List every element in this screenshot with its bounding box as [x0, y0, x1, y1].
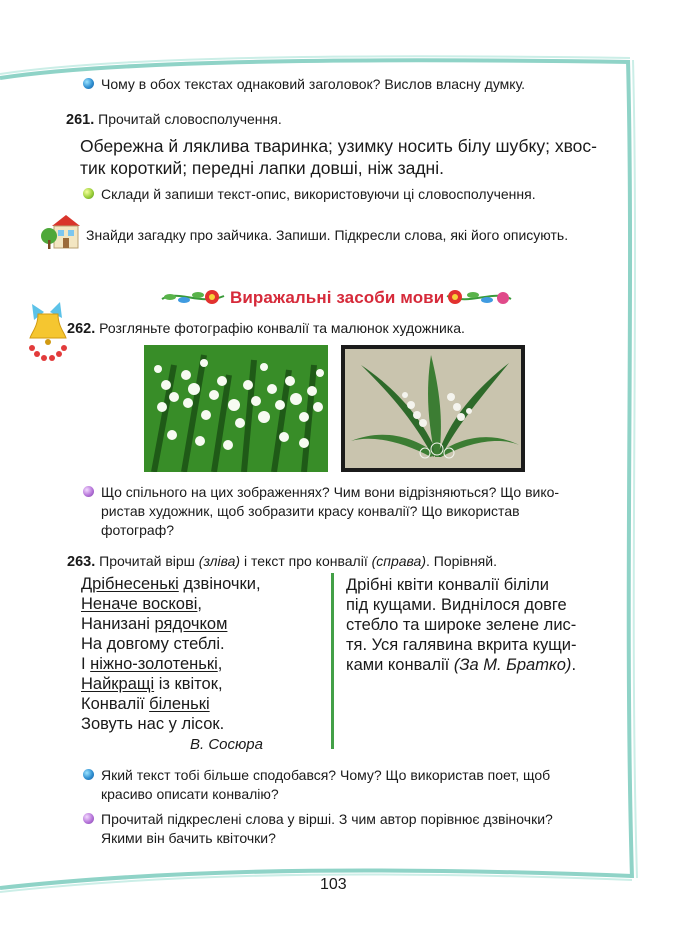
- exercise-262-header: [67, 319, 465, 339]
- prose-text-part: .: [571, 656, 577, 674]
- text-line: красиво описати конвалію?: [101, 786, 279, 802]
- column-divider: [331, 573, 334, 749]
- prose-line: під кущами. Виднілося довге: [346, 596, 567, 614]
- poem-line: Зовуть нас у лісок.: [81, 715, 225, 733]
- poem-text: Конвалії: [81, 695, 150, 713]
- question-text: Чому в обох текстах однаковий заголовок? Вислов власну думку.: [101, 76, 526, 92]
- poem-text: із квіток,: [154, 675, 223, 693]
- text-line: Який текст тобі більше сподобався? Чому? Що використав поет, щоб: [101, 767, 551, 783]
- poem-author: В. Сосюра: [190, 736, 263, 753]
- bullet-icon: [83, 486, 94, 497]
- exercise-number: 261.: [66, 112, 95, 128]
- lily-photo: [144, 345, 328, 472]
- text-line: Якими він бачить квіточки?: [101, 830, 276, 846]
- poem-line: [81, 654, 321, 674]
- text-line: Що спільного на цих зображеннях? Чим вони відрізняються? Що вико-: [101, 484, 560, 500]
- prose-text-part: ками конвалії: [346, 656, 454, 674]
- poem-line: [81, 694, 321, 714]
- prose-line: [346, 655, 608, 675]
- poem-line: На довгому стеблі.: [81, 635, 225, 653]
- exercise-instruction: Прочитай словосполучення.: [98, 111, 282, 127]
- text-line: ристав художник, щоб зобразити красу конвалії? Що використав: [101, 503, 520, 519]
- exercise-263-header: [67, 552, 497, 572]
- poem-line: [81, 594, 321, 614]
- section-title: Виражальні засоби мови: [230, 288, 445, 307]
- prose-line: стебло та широке зелене лис-: [346, 616, 577, 634]
- poem-text: ,: [217, 655, 223, 673]
- poem-text: І: [81, 655, 91, 673]
- underlined-word: ніжно-золотенькі: [90, 655, 218, 673]
- instruction-part: . Порівняй.: [425, 553, 497, 569]
- bullet-icon: [83, 78, 94, 89]
- poem-text: ,: [197, 595, 202, 613]
- exercise-263-question-1: [101, 766, 606, 804]
- poem-text: Нанизані: [81, 615, 155, 633]
- poem-line: [81, 674, 321, 694]
- instruction-part: і текст про конвалії: [244, 553, 368, 569]
- prose-line: Дрібні квіти конвалії біліли: [346, 576, 550, 594]
- bell-icon: [24, 298, 72, 364]
- flower-ornament-icon: [443, 286, 513, 308]
- prose-line: тя. Уся галявина вкрита кущи-: [346, 636, 577, 654]
- exercise-number: 263.: [67, 554, 96, 570]
- poem: [81, 574, 321, 734]
- exercise-instruction: Прочитай вірш: [99, 553, 195, 569]
- lily-painting: [341, 345, 525, 472]
- text-line: фотограф?: [101, 522, 175, 538]
- bullet-icon: [83, 813, 94, 824]
- exercise-261-text: [80, 135, 608, 179]
- task-text: Склади й запиши текст-опис, використовуючи ці словосполучення.: [101, 186, 536, 202]
- bullet-icon: [83, 188, 94, 199]
- exercise-number: 262.: [67, 321, 96, 337]
- instruction-part: (зліва): [198, 553, 241, 569]
- page-number: 103: [320, 876, 347, 893]
- exercise-263-question-2: [101, 810, 611, 848]
- text-line: тик короткий; передні лапки довші, ніж задні.: [80, 158, 444, 178]
- poem-text: дзвіночки,: [178, 575, 261, 593]
- prose-text: [346, 575, 608, 675]
- home-task-text: Знайди загадку про зайчика. Запиши. Підкресли слова, які його описують.: [86, 227, 569, 243]
- underlined-word: біленькі: [149, 695, 210, 713]
- poem-line: [81, 574, 321, 594]
- poem-line: [81, 614, 321, 634]
- exercise-262-question: [101, 483, 606, 540]
- prose-source: (За М. Братко): [453, 656, 572, 674]
- text-line: Обережна й ляклива тваринка; узимку носить білу шубку; хвос-: [80, 136, 597, 156]
- underlined-word: Неначе воскові: [81, 595, 198, 613]
- exercise-261-header: [66, 110, 282, 130]
- underlined-word: рядочком: [154, 615, 228, 633]
- text-line: Прочитай підкреслені слова у вірші. З чим автор порівнює дзвіночки?: [101, 811, 553, 827]
- exercise-instruction: Розгляньте фотографію конвалії та малюнок художника.: [99, 320, 465, 336]
- flower-ornament-icon: [160, 286, 226, 308]
- bullet-icon: [83, 769, 94, 780]
- underlined-word: Дрібнесенькі: [81, 575, 179, 593]
- underlined-word: Найкращі: [81, 675, 155, 693]
- instruction-part: (справа): [371, 553, 426, 569]
- house-icon: [40, 212, 80, 250]
